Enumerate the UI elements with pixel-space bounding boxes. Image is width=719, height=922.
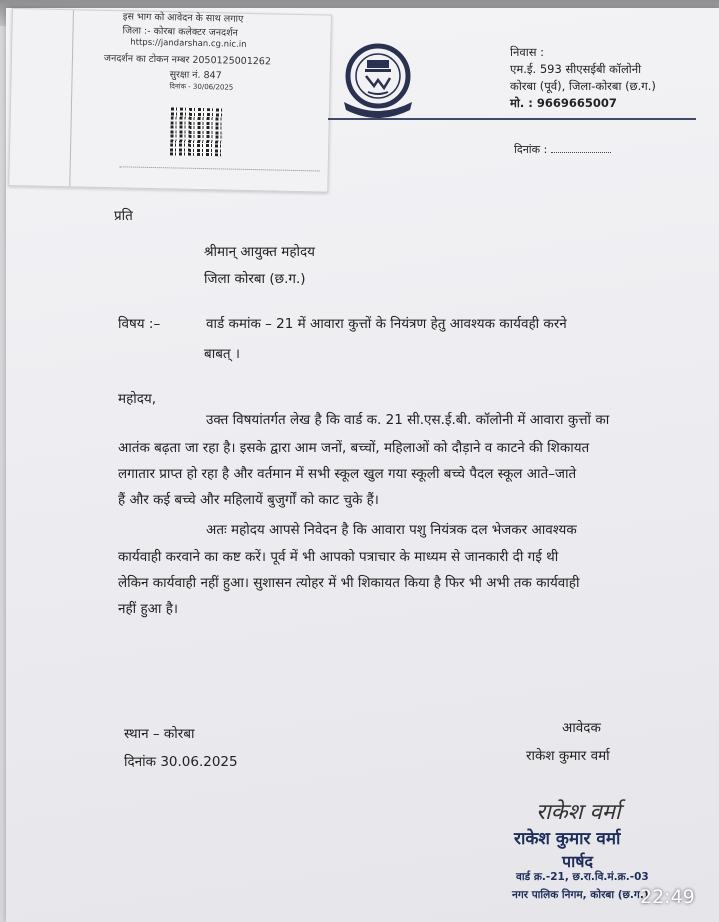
seal-nigam: नगर पालिक निगम, कोरबा (छ.ग.) [512,889,649,901]
letterhead-address [510,44,656,112]
qr-code-icon [170,107,223,156]
stamp-line: इस भाग को आवेदन के साथ लगाए [122,11,244,25]
mobile-number: मो. : 9669665007 [510,96,617,110]
address-line: कोरबा (पूर्व), जिला-कोरबा (छ.ग.) [510,79,656,93]
stamp-divider [69,10,74,186]
prati-label: प्रति [114,208,133,224]
seal-title: पार्षद [562,852,593,871]
paragraph-line: नहीं हुआ है। [118,601,178,617]
subject-line: बाबत् । [204,346,241,362]
header-date-field [514,142,611,157]
letter-page [6,8,719,922]
paragraph-line: अतः महोदय आपसे निवेदन है कि आवारा पशु नियंत्रक दल भेजकर आवश्यक [206,522,577,538]
paragraph-line: हैं और कई बच्चे और महिलायें बुजुर्गों को काट चुके हैं। [118,492,379,508]
stamp-dotted-line [120,166,320,171]
letter-date: दिनांक 30.06.2025 [124,754,238,770]
applicant-name: राकेश कुमार वर्मा [526,748,610,764]
paragraph-line: लेकिन कार्यवाही नहीं हुआ। सुशासन त्योहर में भी शिकायत किया है फिर भी अभी तक कार्यवाही [118,575,580,591]
stamp-line: जिला :- कोरबा कलेक्टर जनदर्शन [122,25,238,39]
stamp-line: दिनांक - 30/06/2025 [169,82,234,92]
stamp-line: सुरक्षा नं. 847 [169,69,222,82]
address-line: एम.ई. 593 सीएसईबी कॉलोनी [510,62,642,76]
status-clock: 22:49 [640,886,695,908]
seal-name: राकेश कुमार वर्मा [514,829,621,849]
seal-ward: वार्ड क्र.-21, छ.रा.वि.मं.क्र.-03 [516,871,649,883]
paragraph-line: आतंक बढ़ता जा रहा है। इसके द्वारा आम जनों, बच्चों, महिलाओं को दौड़ाने व काटने की शिकायत [118,440,590,456]
jandarshan-stamp [8,8,332,193]
place-label: स्थान – कोरबा [124,726,195,742]
applicant-label: आवेदक [562,720,601,736]
header-rule [328,118,696,120]
subject-label: विषय :– [118,316,161,332]
niwas-label: निवास : [510,45,545,59]
recipient-line: श्रीमान् आयुक्त महोदय [204,244,315,260]
date-blank [551,152,611,153]
recipient-line: जिला कोरबा (छ.ग.) [204,271,306,287]
municipal-emblem-icon [338,40,420,120]
salutation: महोदय, [118,391,157,407]
handwritten-signature: राकेश वर्मा [536,800,621,825]
subject-line: वार्ड कमांक – 21 में आवारा कुत्तों के नियंत्रण हेतु आवश्यक कार्यवही करने [206,316,567,332]
date-label: दिनांक : [514,143,548,156]
paragraph-line: उक्त विषयांतर्गत लेख है कि वार्ड क. 21 सी.एस.ई.बी. कॉलोनी में आवारा कुत्तों का [206,412,610,428]
paragraph-line: कार्यवाही करवाने का कष्ट करें। पूर्व में भी आपको पत्राचार के माध्यम से जानकारी दी गई थी [118,549,559,565]
stamp-line: https://jandarshan.cg.nic.in [130,37,247,50]
paragraph-line: लगातार प्राप्त हो रहा है और वर्तमान में सभी स्कूल खुल गया स्कूली बच्चे पैदल स्कूल आते–जाते [118,466,577,482]
stamp-line: जनदर्शन का टोकन नम्बर 2050125001262 [103,52,272,68]
